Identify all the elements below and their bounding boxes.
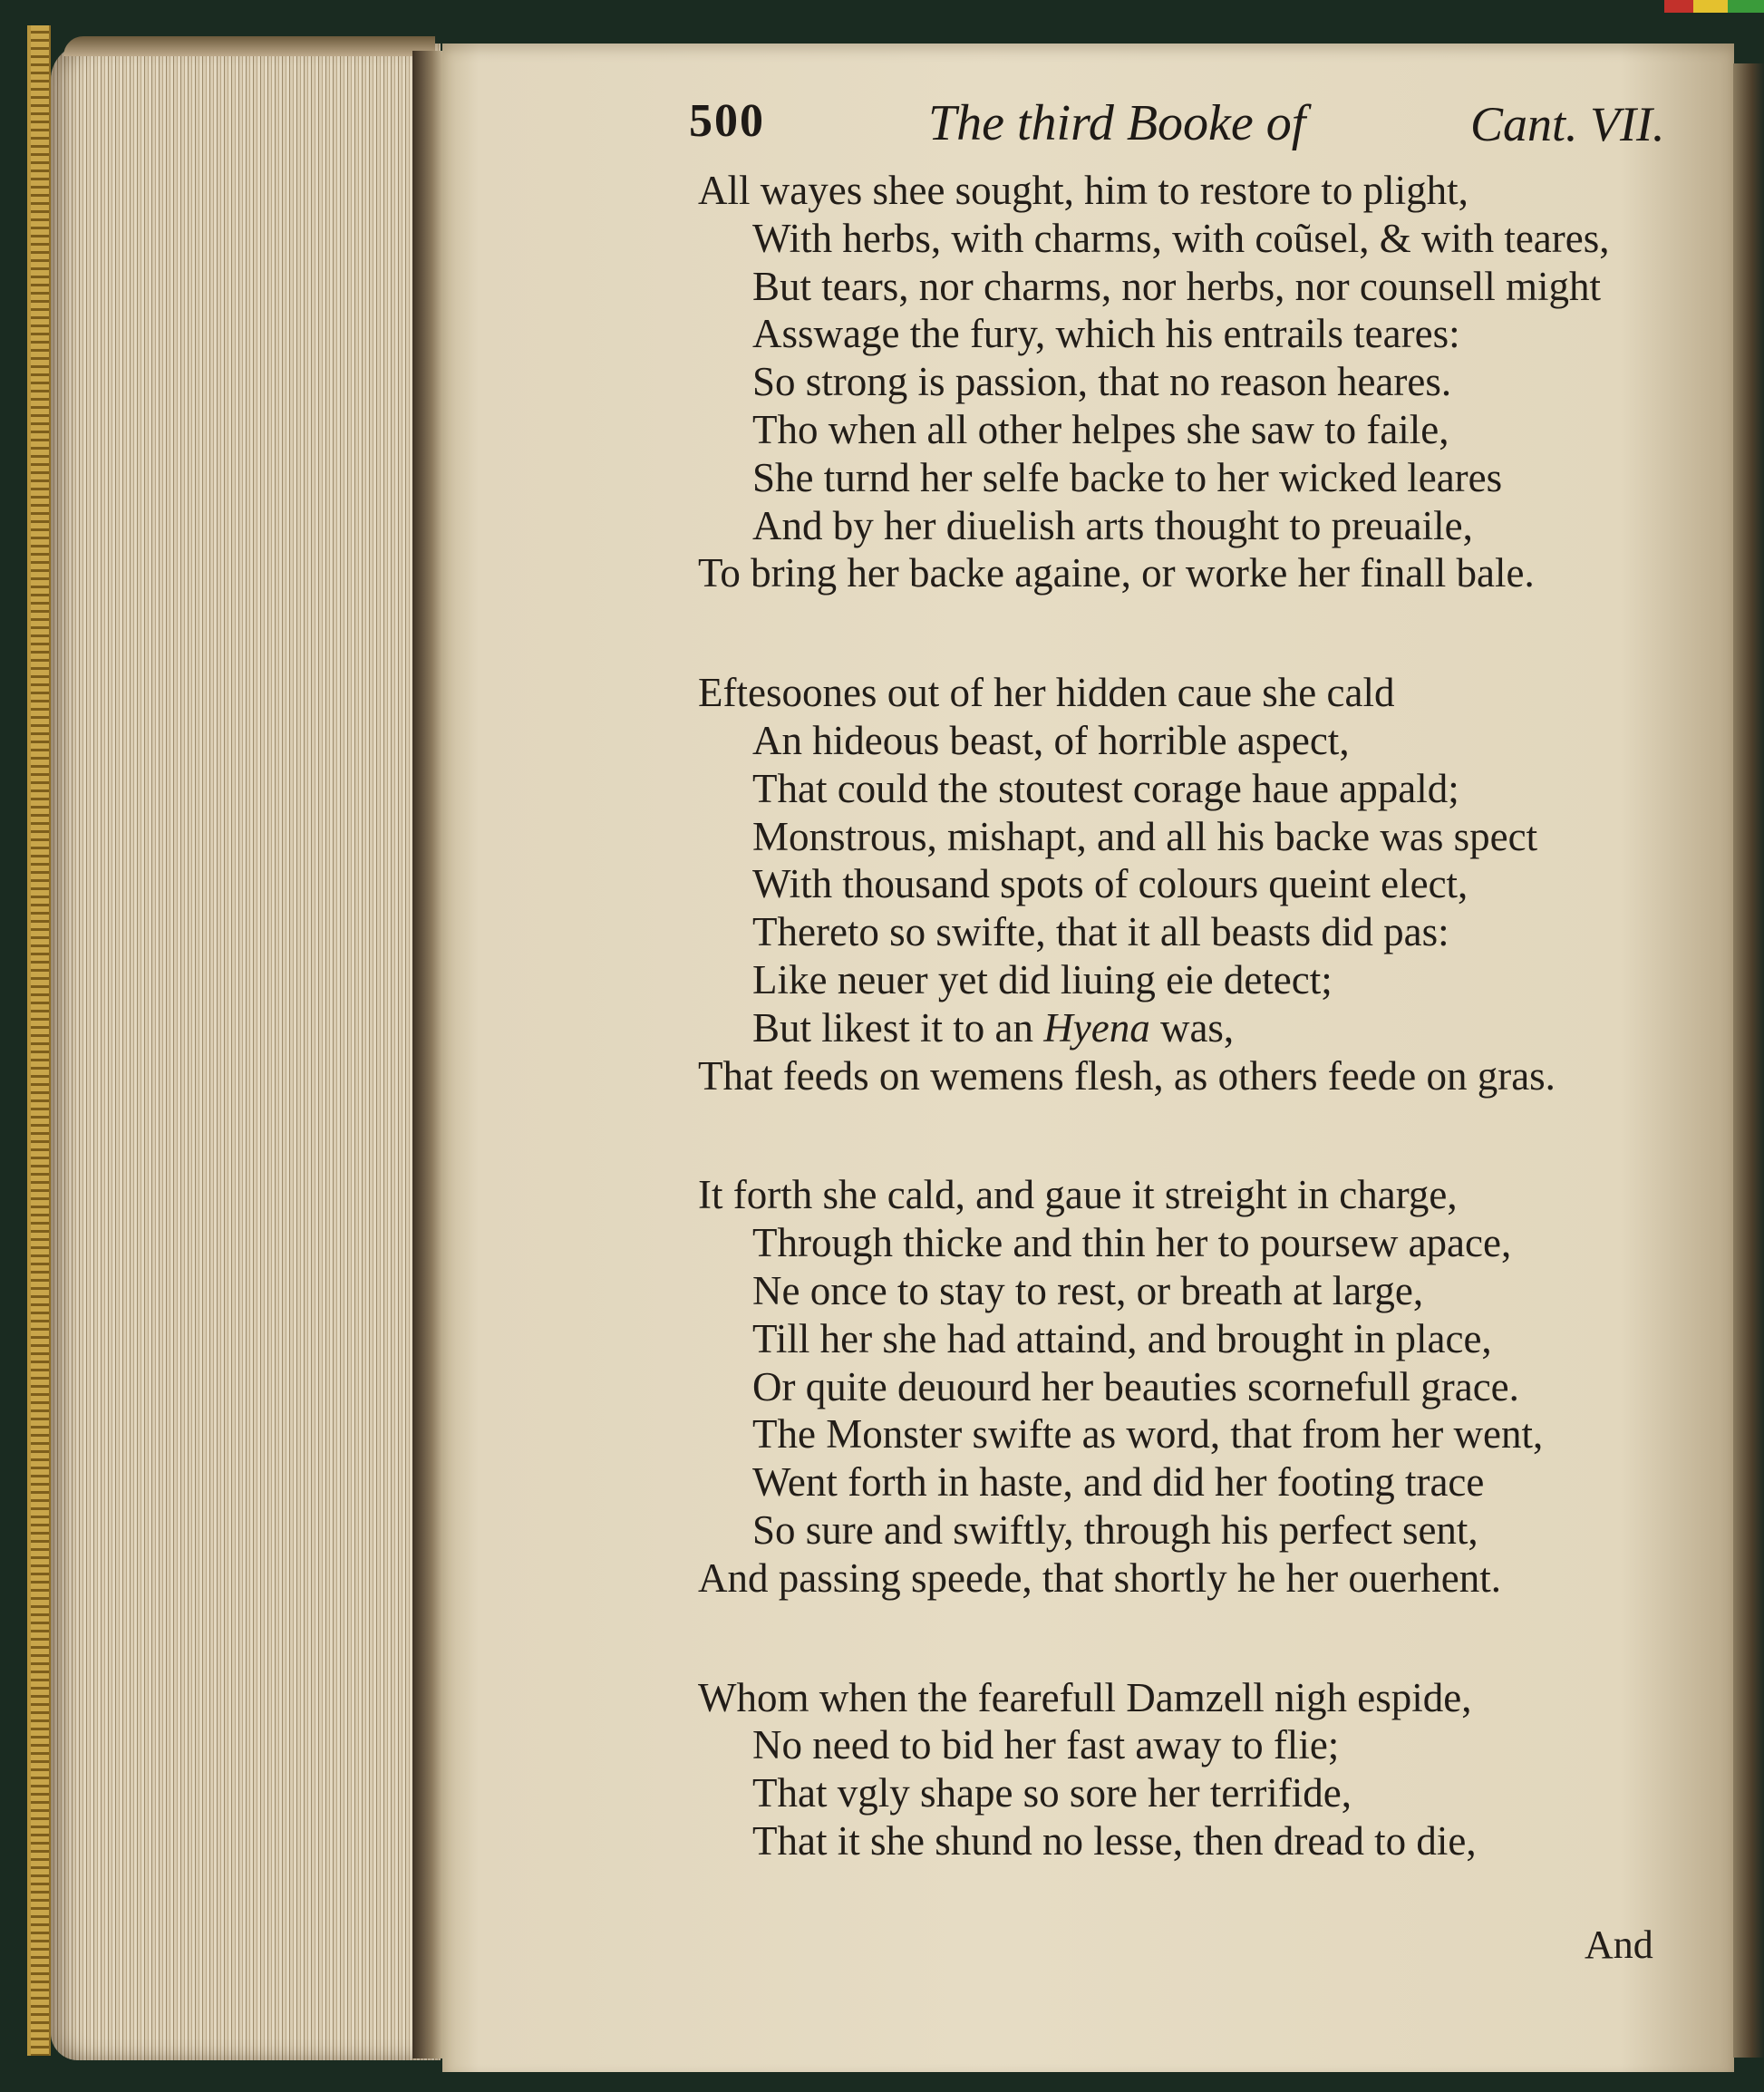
verse-line: Like neuer yet did liuing eie detect; [752,956,1333,1002]
verse-line: So strong is passion, that no reason heares. [752,359,1452,405]
verse-line: With herbs, with charms, with coũsel, & with teares, [752,215,1610,261]
color-calibration-strip [1664,0,1764,13]
stanza [698,167,1668,597]
binding-gutter [412,51,445,2058]
verse-line: Went forth in haste, and did her footing trace [752,1459,1485,1506]
page-stack-top [63,36,435,56]
verse-line: With thousand spots of colours queint elect, [752,861,1468,907]
verse-line: And passing speede, that shortly he her ouerhent. [698,1554,1502,1601]
verse-line: She turnd her selfe backe to her wicked leares [752,454,1503,500]
verse-line: So sure and swiftly, through his perfect sent, [752,1506,1478,1553]
stanza [698,669,1668,1099]
verse-line: And by her diuelish arts thought to preuaile, [752,502,1473,548]
stanza [698,1171,1668,1602]
verse-line: No need to bid her fast away to flie; [752,1722,1340,1768]
verse-line: Tho when all other helpes she saw to faile, [752,406,1449,452]
running-title: The third Booke of [928,95,1306,151]
canto-label: Cant. VII. [1470,97,1665,151]
verse-line: Whom when the fearefull Damzell nigh espide, [698,1674,1472,1720]
verse-line: Thereto so swifte, that it all beasts did pas: [752,909,1449,955]
verse-line: Or quite deuourd her beauties scornefull grace. [752,1363,1519,1409]
verse-line: Eftesoones out of her hidden caue she cald [698,670,1395,716]
verse-line: Through thicke and thin her to poursew apace, [752,1220,1512,1266]
poem-text [698,167,1668,1937]
verse-line: It forth she cald, and gaue it streight in charge, [698,1172,1458,1218]
verse-line: That vgly shape so sore her terrifide, [752,1770,1352,1816]
verse-line: That it she shund no lesse, then dread to die, [752,1817,1477,1864]
verse-line: But likest it to an Hyena was, [752,1004,1235,1051]
page-right-edge [1733,63,1764,2058]
verse-line: Till her she had attaind, and brought in place, [752,1315,1492,1361]
stanza [698,1674,1668,1865]
verse-line: Asswage the fury, which his entrails teares: [752,311,1460,357]
catchword: And [1585,1923,1653,1967]
page-number: 500 [689,95,765,147]
verse-line: That could the stoutest corage haue appald; [752,765,1459,811]
verse-line: Ne once to stay to rest, or breath at large, [752,1267,1424,1313]
page-edge-stack [51,44,441,2060]
verse-line: All wayes shee sought, him to restore to plight, [698,168,1468,213]
verse-line: Monstrous, mishapt, and all his backe was spect [752,813,1538,859]
running-header [689,94,1686,167]
gilt-border [27,25,51,2056]
verse-line: But tears, nor charms, nor herbs, nor counsell might [752,263,1602,309]
verse-line: That feeds on wemens flesh, as others feede on gras. [698,1052,1556,1099]
italic-word: Hyena [1043,1004,1150,1051]
verse-line: An hideous beast, of horrible aspect, [752,717,1350,763]
verse-line: The Monster swifte as word, that from her went, [752,1411,1544,1458]
verse-line: To bring her backe againe, or worke her finall bale. [698,550,1535,596]
